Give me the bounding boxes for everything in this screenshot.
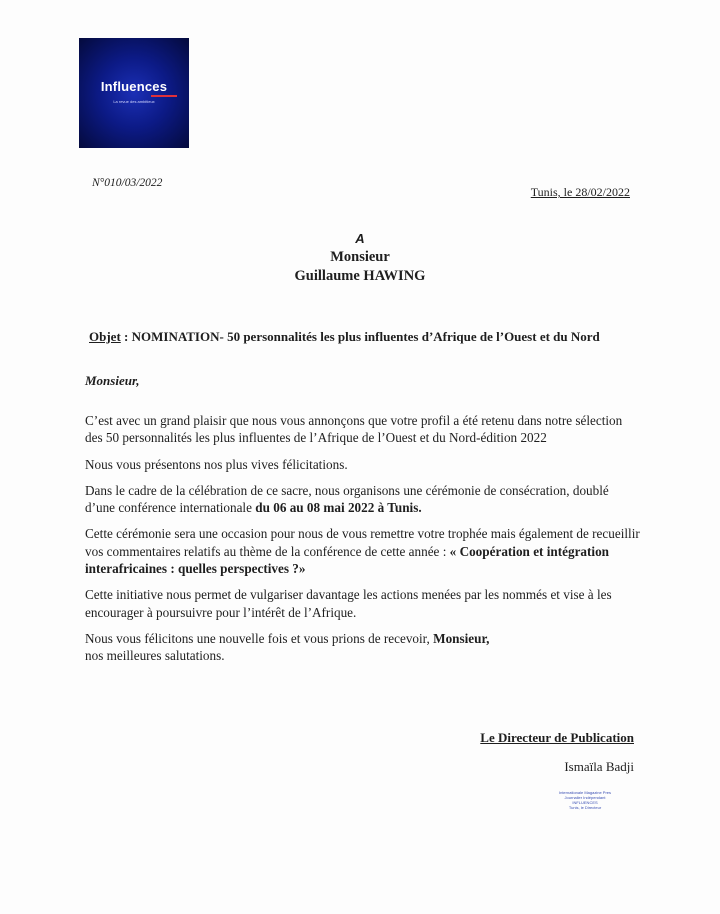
paragraph-congratulations: Nous vous présentons nos plus vives félicitations. [85, 456, 348, 472]
logo-tagline: La revue des ambitieux [113, 99, 155, 104]
paragraph-theme-text: Cette cérémonie sera une occasion pour nous de vous remettre votre trophée mais également de recueillir vos commentaires relatifs au thème de la conférence de cette année : [85, 526, 640, 559]
stamp-line-2: Journalier Indépendant [564, 795, 606, 800]
stamp-line-4: Tunis, le Directeur [568, 805, 602, 810]
conference-theme: « Coopération et intégration interafricaines : quelles perspectives ?» [85, 543, 609, 577]
paragraph-selection: C’est avec un grand plaisir que nous vous annonçons que votre profil a été retenu dans notre sélection des 50 personnalités les plus influentes de l’Afrique de l’Ouest et du Nord-édition 2022 [85, 413, 623, 446]
signer-title: Le Directeur de Publication [480, 730, 634, 745]
paragraph-initiative: Cette initiative nous permet de vulgariser davantage les actions menées par les nommés et vise à les encourager à poursuivre pour l’intérêt de l’Afrique. [85, 587, 612, 620]
subject-label: Objet [89, 329, 121, 344]
subject-text: NOMINATION- 50 personnalités les plus influentes d’Afrique de l’Ouest et du Nord [131, 329, 600, 344]
closing-salutations: nos meilleures salutations. [85, 648, 225, 664]
subject-separator: : [120, 329, 132, 344]
logo-accent-bar [151, 95, 177, 97]
paragraph-ceremony-text: Dans le cadre de la célébration de ce sacre, nous organisons une cérémonie de consécration, doublé d’une conférence internationale [85, 482, 609, 516]
paragraph-ceremony [85, 482, 641, 517]
place-date: Tunis, le 28/02/2022 [530, 185, 630, 199]
signer-name: Ismaïla Badji [564, 759, 634, 774]
recipient-prefix: A [355, 231, 365, 246]
recipient-name: Guillaume HAWING [294, 268, 426, 284]
paragraph-closing [85, 630, 641, 665]
stamp-line-1: Internationale Magazine Pres [558, 790, 612, 795]
closing-address: Monsieur, [433, 630, 490, 646]
letter-body [85, 412, 641, 674]
recipient-block [0, 229, 720, 286]
official-stamp [540, 790, 630, 826]
salutation: Monsieur, [85, 373, 140, 388]
event-dates: 06 au 08 mai 2022 à Tunis. [273, 500, 422, 516]
recipient-title: Monsieur [330, 249, 390, 265]
stamp-line-3: INFLUENCES [572, 800, 598, 805]
closing-text: Nous vous félicitons une nouvelle fois et vous prions de recevoir, [85, 630, 434, 646]
subject-line [89, 329, 600, 345]
influences-logo [79, 38, 189, 148]
letter-reference: N°010/03/2022 [92, 177, 163, 189]
paragraph-ceremony-du: du [255, 500, 274, 516]
paragraph-conference-theme [85, 525, 641, 577]
logo-title: Influences [100, 79, 168, 94]
